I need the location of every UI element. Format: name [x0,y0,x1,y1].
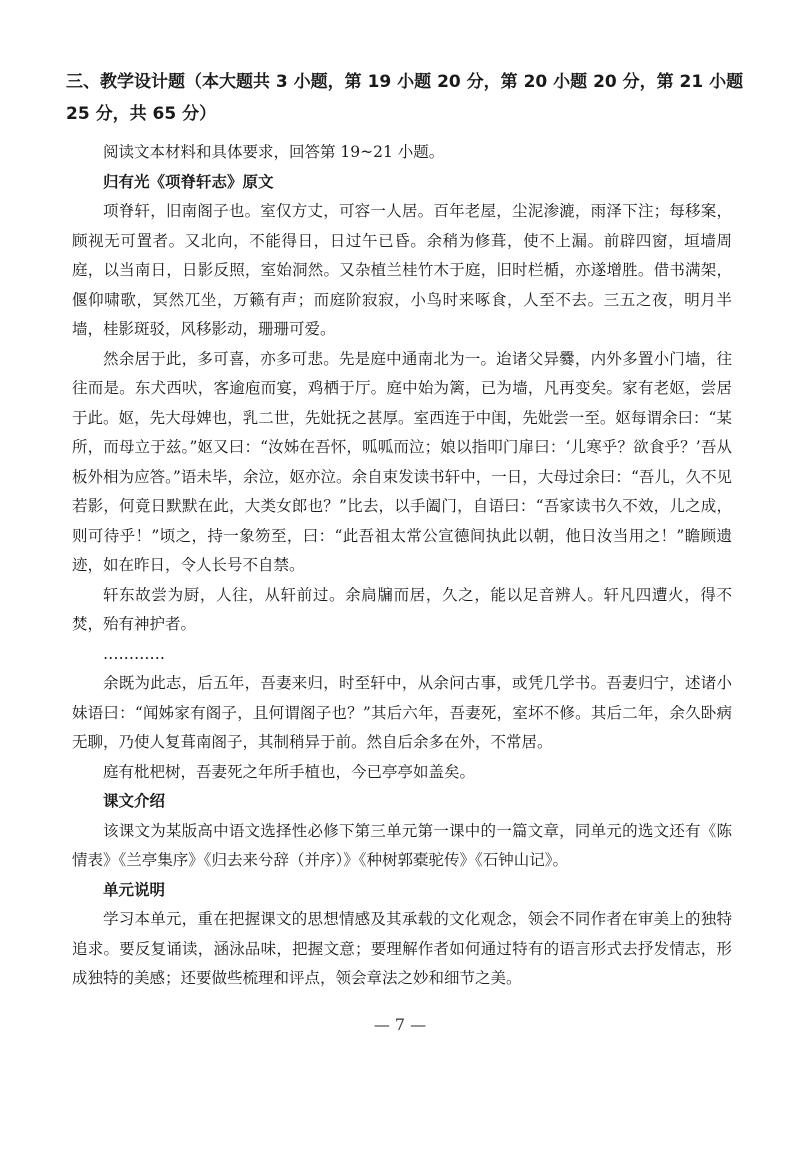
content-body [72,138,732,994]
page-number: — 7 — [373,1015,427,1034]
lesson-paragraph: 该课文为某版高中语文选择性必修下第三单元第一课中的一篇文章，同单元的选文还有《陈情表》《兰亭集序》《归去来兮辞（并序）》《种树郭橐驼传》《石钟山记》。 [72,821,732,869]
original-paragraph-5: 庭有枇杷树，吾妻死之年所手植也，今已亭亭如盖矣。 [103,762,476,781]
original-heading: 归有光《项脊轩志》原文 [103,172,274,191]
unit-heading: 单元说明 [103,880,166,899]
section-title: 三、教学设计题（本大题共 3 小题，第 19 小题 20 分，第 20 小题 20 分，第 21 小题 25 分，共 65 分） [66,72,744,124]
ellipsis-line: ………… [103,644,165,663]
original-paragraph-1: 项脊轩，旧南阁子也。室仅方丈，可容一人居。百年老屋，尘泥渗漉，雨泽下注；每移案，顾视无可置者。又北向，不能得日，日过午已昏。余稍为修葺，使不上漏。前辟四窗，垣墙周庭，以当南日，日影反照，室始洞然。又杂植兰桂竹木于庭，旧时栏楯，亦遂增胜。借书满架，偃仰啸歌，冥然兀坐，万籁有声；而庭阶寂寂，小鸟时来啄食，人至不去。三五之夜，明月半墙，桂影斑驳，风移影动，珊珊可爱。 [72,202,732,338]
original-paragraph-4: 余既为此志，后五年，吾妻来归，时至轩中，从余问古事，或凭几学书。吾妻归宁，述诸小妹语曰：“闻姊家有阁子，且何谓阁子也？”其后六年，吾妻死，室坏不修。其后二年，余久卧病无聊，乃使人复葺南阁子，其制稍异于前。然自后余多在外，不常居。 [72,674,732,751]
intro-paragraph: 阅读文本材料和具体要求，回答第 19~21 小题。 [103,143,445,161]
lesson-heading: 课文介绍 [103,792,166,810]
unit-paragraph: 学习本单元，重在把握课文的思想情感及其承载的文化观念，领会不同作者在审美上的独特追求。要反复诵读，涵泳品味，把握文意；要理解作者如何通过特有的语言形式去抒发情志，形成独特的美感；还要做些梳理和评点，领会章法之妙和细节之美。 [72,910,732,987]
original-paragraph-3: 轩东故尝为厨，人往，从轩前过。余扃牖而居，久之，能以足音辨人。轩凡四遭火，得不焚，殆有神护者。 [72,585,732,633]
original-paragraph-2: 然余居于此，多可喜，亦多可悲。先是庭中通南北为一。迨诸父异爨，内外多置小门墙，往往而是。东犬西吠，客逾庖而宴，鸡栖于厅。庭中始为篱，已为墙，凡再变矣。家有老妪，尝居于此。妪，先大母婢也，乳二世，先妣抚之甚厚。室西连于中闺，先妣尝一至。妪每谓余曰：“某所，而母立于兹。”妪又曰：“汝姊在吾怀，呱呱而泣；娘以指叩门扉曰：‘儿寒乎？欲食乎？’吾从板外相为应答。”语未毕，余泣，妪亦泣。余自束发读书轩中，一日，大母过余曰：“吾儿，久不见若影，何竟日默默在此，大类女郎也？”比去，以手阖门，自语曰：“吾家读书久不效，儿之成，则可待乎！”顷之，持一象笏至，曰：“此吾祖太常公宣德间执此以朝，他日汝当用之！”瞻顾遗迹，如在昨日，令人长号不自禁。 [72,349,732,574]
